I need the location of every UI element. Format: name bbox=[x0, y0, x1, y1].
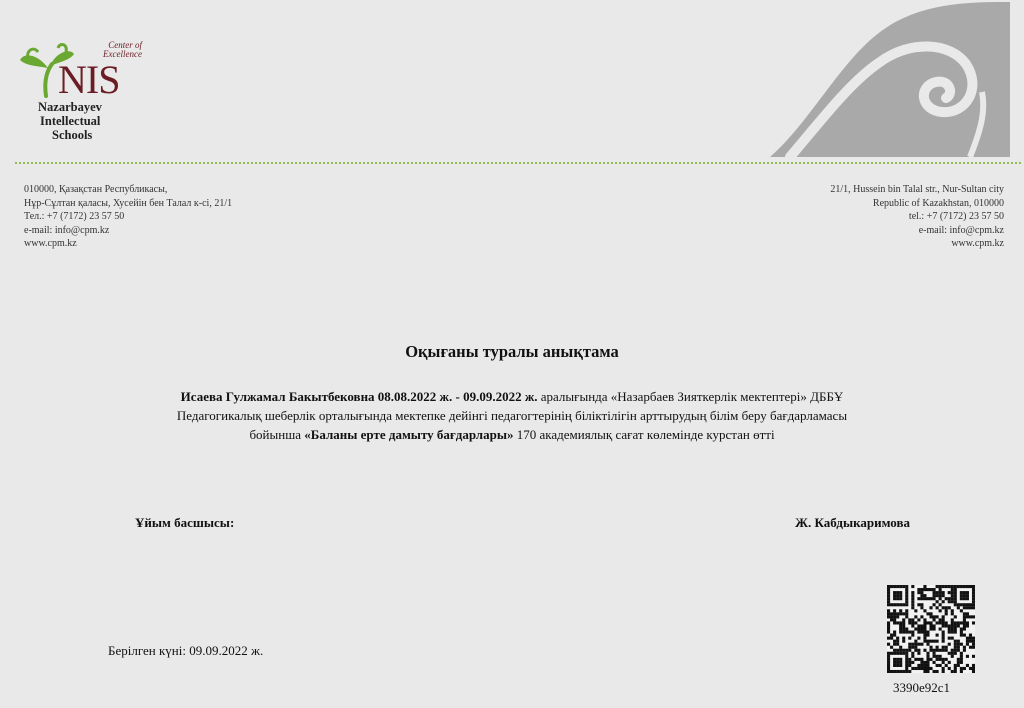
address-line: e-mail: info@cpm.kz bbox=[918, 224, 1004, 236]
body-line-2: Педагогикалық шеберлік орталығында мектепке дейінгі педагогтерінің біліктілігін арттырудың білім беру бағдарламасы bbox=[176, 408, 848, 423]
body-line-3 bbox=[100, 425, 924, 444]
logo-school-name bbox=[38, 100, 128, 142]
body-text-segment: аралығында «Назарбаев Зияткерлік мектептері» ДББҰ bbox=[537, 389, 844, 404]
signatory-label: Ұйым басшысы: bbox=[135, 515, 235, 530]
recipient-and-dates: Исаева Гулжамал Бакытбековна 08.08.2022 ж. - 09.09.2022 ж. bbox=[180, 389, 538, 404]
address-line: www.cpm.kz bbox=[24, 238, 77, 249]
address-line: 010000, Қазақстан Республикасы, bbox=[24, 184, 168, 195]
body-line-1 bbox=[100, 387, 924, 406]
certificate-body bbox=[100, 387, 924, 444]
address-left bbox=[24, 183, 232, 251]
body-text-segment: бойынша bbox=[249, 427, 305, 442]
address-right bbox=[830, 183, 1004, 251]
logo-name-line: Nazarbayev bbox=[38, 100, 102, 114]
address-line: Нұр-Сұлтан қаласы, Хусейін бен Талал к-сі, 21/1 bbox=[24, 197, 233, 209]
address-line: e-mail: info@cpm.kz bbox=[24, 224, 110, 236]
qr-code-icon bbox=[887, 585, 975, 673]
address-line: Republic of Kazakhstan, 010000 bbox=[872, 197, 1004, 209]
signatory-name: Ж. Кабдыкаримова bbox=[795, 515, 910, 530]
address-line: www.cpm.kz bbox=[951, 238, 1004, 249]
logo-tagline: Center of Excellence bbox=[103, 40, 142, 59]
issue-date: Берілген күні: 09.09.2022 ж. bbox=[108, 643, 264, 658]
qr-code-id: 3390e92c1 bbox=[893, 680, 951, 695]
logo-brand: NIS bbox=[58, 57, 120, 102]
body-text-segment: 170 академиялық сағат көлемінде курстан өтті bbox=[513, 427, 775, 442]
address-line: tel.: +7 (7172) 23 57 50 bbox=[908, 211, 1004, 222]
nis-logo bbox=[16, 38, 146, 153]
address-line: Тел.: +7 (7172) 23 57 50 bbox=[24, 211, 125, 222]
ornament-swirl-icon bbox=[770, 2, 1010, 157]
header-divider bbox=[15, 162, 1021, 164]
logo-name-line: Intellectual bbox=[40, 114, 101, 128]
document-title: Оқығаны туралы анықтама bbox=[405, 342, 619, 361]
program-name: «Баланы ерте дамыту бағдарлары» bbox=[304, 427, 514, 442]
logo-name-line: Schools bbox=[52, 128, 93, 142]
address-line: 21/1, Hussein bin Talal str., Nur-Sultan city bbox=[830, 184, 1004, 195]
